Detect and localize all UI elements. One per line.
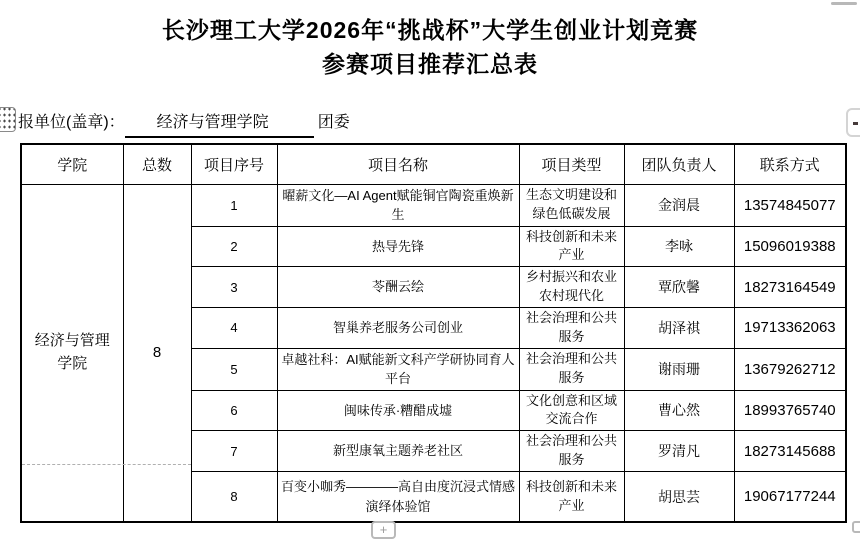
contact-phone: 18993765740 xyxy=(734,390,846,431)
title-line-1: 长沙理工大学2026年“挑战杯”大学生创业计划竞赛 xyxy=(161,17,699,43)
team-leader: 胡思芸 xyxy=(624,471,734,522)
project-serial: 7 xyxy=(191,431,277,472)
project-type: 社会治理和公共服务 xyxy=(519,307,624,348)
title-line-2: 参赛项目推荐汇总表 xyxy=(322,51,538,77)
team-leader: 罗清凡 xyxy=(624,431,734,472)
expand-button[interactable] xyxy=(371,521,396,539)
project-type: 社会治理和公共服务 xyxy=(519,431,624,472)
team-leader: 金润晨 xyxy=(624,184,734,226)
project-serial: 8 xyxy=(191,471,277,522)
project-name: 热导先锋 xyxy=(277,226,519,267)
project-name: 智巢养老服务公司创业 xyxy=(277,307,519,348)
project-serial: 3 xyxy=(191,267,277,308)
team-leader: 胡泽祺 xyxy=(624,307,734,348)
project-type: 科技创新和未来产业 xyxy=(519,226,624,267)
table-header-row xyxy=(21,144,846,184)
project-type: 生态文明建设和绿色低碳发展 xyxy=(519,184,624,226)
declaring-unit-label: 报单位(盖章)： xyxy=(18,114,125,131)
project-name: 新型康氧主题养老社区 xyxy=(277,431,519,472)
minus-icon xyxy=(853,122,858,125)
col-header-serial: 项目序号 xyxy=(191,144,277,184)
contact-phone: 15096019388 xyxy=(734,226,846,267)
project-serial: 6 xyxy=(191,390,277,431)
project-name: 曜薪文化—AI Agent赋能铜官陶瓷重焕新生 xyxy=(277,184,519,226)
col-header-total: 总数 xyxy=(123,144,191,184)
page-break-dashed-line xyxy=(22,464,191,465)
col-header-project-name: 项目名称 xyxy=(277,144,519,184)
plus-icon: + xyxy=(379,522,388,537)
col-header-phone: 联系方式 xyxy=(734,144,846,184)
project-serial: 4 xyxy=(191,307,277,348)
corner-widget-fragment[interactable] xyxy=(852,521,860,533)
contact-phone: 18273164549 xyxy=(734,267,846,308)
table-row xyxy=(21,184,846,226)
col-header-leader: 团队负责人 xyxy=(624,144,734,184)
project-serial: 1 xyxy=(191,184,277,226)
project-type: 乡村振兴和农业农村现代化 xyxy=(519,267,624,308)
contact-phone: 19713362063 xyxy=(734,307,846,348)
col-header-project-type: 项目类型 xyxy=(519,144,624,184)
project-name: 百变小咖秀————高自由度沉浸式情感演绎体验馆 xyxy=(277,471,519,522)
project-total-count: 8 xyxy=(123,184,191,522)
team-leader: 李咏 xyxy=(624,226,734,267)
table-move-handle-icon[interactable] xyxy=(0,107,16,132)
project-name: 闽味传承·糟醋成墟 xyxy=(277,390,519,431)
project-type: 社会治理和公共服务 xyxy=(519,348,624,390)
college-name: 经济与管理学院 xyxy=(21,184,123,522)
contact-phone: 18273145688 xyxy=(734,431,846,472)
col-header-college: 学院 xyxy=(21,144,123,184)
collapse-button[interactable] xyxy=(846,108,860,137)
project-type: 文化创意和区域交流合作 xyxy=(519,390,624,431)
project-type: 科技创新和未来产业 xyxy=(519,471,624,522)
declaring-unit-value: 经济与管理学院 xyxy=(125,111,314,138)
document-title xyxy=(0,13,860,81)
project-name: 卓越社科：AI赋能新文科产学研协同育人平台 xyxy=(277,348,519,390)
team-leader: 覃欣馨 xyxy=(624,267,734,308)
team-leader: 谢雨珊 xyxy=(624,348,734,390)
declaring-unit-line xyxy=(18,111,350,138)
projects-table xyxy=(20,143,847,523)
project-serial: 5 xyxy=(191,348,277,390)
project-serial: 2 xyxy=(191,226,277,267)
declaring-unit-suffix: 团委 xyxy=(317,114,350,131)
team-leader: 曹心然 xyxy=(624,390,734,431)
contact-phone: 13574845077 xyxy=(734,184,846,226)
project-name: 苓酬云绘 xyxy=(277,267,519,308)
contact-phone: 13679262712 xyxy=(734,348,846,390)
contact-phone: 19067177244 xyxy=(734,471,846,522)
scrollbar-fragment[interactable] xyxy=(831,2,857,5)
